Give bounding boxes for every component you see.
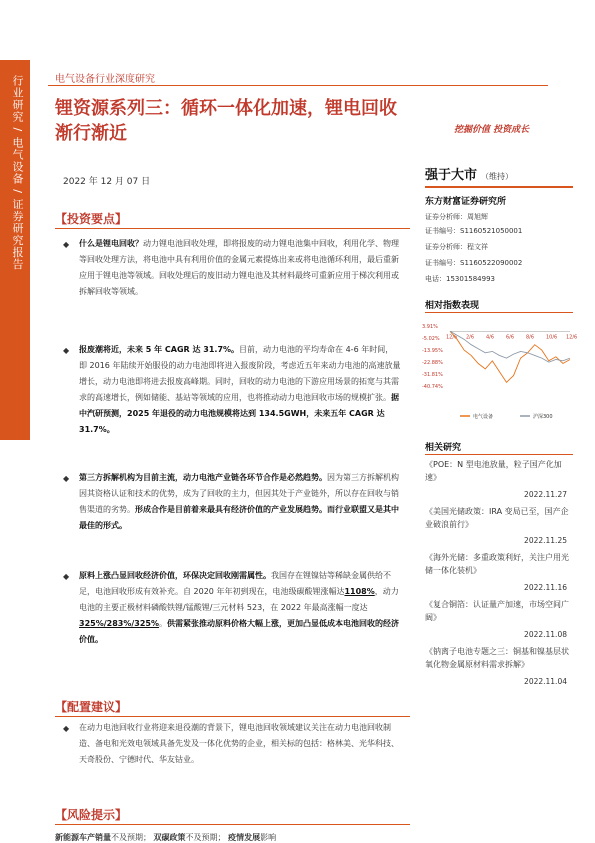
- cert-1: 证书编号：S1160521050001: [425, 227, 523, 235]
- related-item-3[interactable]: 《海外光储：多重政策利好，关注户用光储一体化装机》: [425, 553, 569, 575]
- slogan: 挖掘价值 投资成长: [454, 125, 530, 135]
- highlight-3: [79, 470, 401, 534]
- highlight-4-tail: 供需紧张推动原料价格大幅上涨，更加凸显低成本电池回收的经济价值。: [79, 619, 399, 644]
- risk-item-2: 双碳政策: [153, 833, 186, 842]
- y-tick-label: -13.95%: [422, 348, 443, 354]
- risk-item-3: 疫情发展: [228, 833, 261, 842]
- y-tick-label: 3.91%: [422, 324, 438, 330]
- related-item-5[interactable]: 《钠离子电池专题之三：铜基和镍基层状氧化物金属原材料需求拆解》: [425, 647, 569, 669]
- related-date-2: 2022.11.25: [524, 536, 567, 545]
- bullet-4: ◆: [63, 572, 70, 581]
- highlight-3-tail: 形成合作是目前着来最具有经济价值的产业发展趋势。而行业联盟又是其中最佳的形式。: [79, 505, 399, 530]
- page-title: 锂资源系列三：循环一体化加速，锂电回收渐行渐近: [55, 98, 397, 144]
- index-rule: [425, 312, 573, 313]
- analyst-1: 证券分析师：周旭辉: [425, 213, 488, 221]
- sidebar: [0, 0, 30, 842]
- recommend-text: 在动力电池回收行业将迎来退役潮的背景下，锂电池回收领域建议关注在动力电池回收制造、备电和光效电领域具备先发及一体化优势的企业，相关标的包括：格林美、光华科技、天奇股份、宁德时代、华友钴业。: [79, 723, 399, 764]
- highlights-title: 【投资要点】: [55, 212, 128, 226]
- x-tick-label: 8/6: [526, 334, 535, 341]
- report-date: 2022 年 12 月 07 日: [63, 177, 151, 187]
- highlight-2-body: 目前，动力电池的平均寿命在 4-6 年时间，即 2016 年陆续开始服役的动力电池即将进入报废阶段，考虑近五年来动力电池的高速放量增长，动力电池即将进去报废高峰期。同时，回收的动力电池的下游应用场景的拓宽与其需求的高速增长，例如储能、基站等领域的应用，也将推动动力电池回收市场的规模扩张。: [79, 345, 401, 402]
- legend-label-1: 电气设备: [473, 414, 494, 420]
- header-rule: [48, 85, 548, 86]
- bullet-1: ◆: [63, 240, 70, 249]
- highlight-2-lead: 报废潮将近，未来 5 年 CAGR 达 31.7%。: [79, 345, 240, 354]
- related-item-4[interactable]: 《复合铜箔：认证量产加速，市场空间广阔》: [425, 600, 569, 622]
- highlight-3-lead: 第三方拆解机构为目前主流，动力电池产业链各环节合作是必然趋势。: [79, 473, 327, 482]
- org-name: 东方财富证券研究所: [425, 197, 507, 207]
- analyst-2: 证券分析师：程文祥: [425, 243, 488, 251]
- risk-title: 【风险提示】: [55, 808, 128, 822]
- highlight-4: [79, 568, 401, 648]
- bullet-3: ◆: [63, 474, 70, 483]
- highlight-4-value-1: 1108%: [344, 587, 375, 596]
- y-tick-label: -31.81%: [422, 372, 443, 378]
- legend-label-2: 沪深300: [533, 414, 553, 420]
- rating-rule: [425, 186, 573, 188]
- highlight-4-lead: 原料上涨凸显回收经济价值，环保决定回收刚需属性。: [79, 571, 271, 580]
- index-title: 相对指数表现: [425, 301, 480, 311]
- relative-index-chart: [420, 316, 578, 436]
- related-date-4: 2022.11.08: [524, 630, 567, 639]
- highlight-1-lead: 什么是锂电回收？: [79, 239, 143, 248]
- bullet-2: ◆: [63, 346, 70, 355]
- related-rule: [425, 454, 573, 455]
- highlight-4-body-a: 我国存在锂镍钴等稀缺金属供给不足，电池回收形成有效补充。自 2020 年年初到现在，电池级碳酸锂涨幅达: [79, 571, 391, 596]
- y-tick-label: -40.74%: [422, 384, 443, 390]
- cert-2: 证书编号：S1160522090002: [425, 259, 523, 267]
- phone: 电话：15301584993: [425, 275, 495, 283]
- risk-item-1: 新能源车产销量: [55, 833, 111, 842]
- highlight-4-body-c: 。: [159, 619, 167, 628]
- highlight-3-body: 因为第三方拆解机构因其资格认证和技术的优势，成为了回收的主力，但因其处于产业链外，所以存在回收与销售渠道的劣势。: [79, 473, 399, 514]
- highlight-1: [79, 236, 401, 300]
- rating: [425, 164, 575, 183]
- risk-rule: [55, 824, 410, 825]
- related-date-1: 2022.11.27: [524, 490, 567, 499]
- y-tick-label: -22.88%: [422, 360, 443, 366]
- rating-label: 强于大市: [425, 168, 478, 183]
- highlight-4-body-b: ，动力电池的主要正极材料磷酸铁锂/锰酸锂/三元材料 523，在 2022 年最高涨幅一度达: [79, 587, 399, 612]
- x-tick-label: 6/6: [506, 334, 515, 341]
- x-tick-label: 12/6: [446, 334, 458, 341]
- report-type: 电气设备行业深度研究: [55, 74, 155, 85]
- y-tick-label: -5.02%: [422, 336, 440, 342]
- recommend-rule: [55, 716, 410, 717]
- related-date-3: 2022.11.16: [524, 583, 567, 592]
- bullet-5: ◆: [63, 724, 70, 733]
- highlight-4-value-2: 325%/283%/325%: [79, 619, 159, 628]
- x-tick-label: 2/6: [466, 334, 475, 341]
- related-item-2[interactable]: 《美国光储政策：IRA 变局已至，国产企业破浪前行》: [425, 507, 569, 529]
- risk-item-3-note: 影响: [260, 833, 277, 842]
- highlights-rule: [55, 228, 410, 229]
- highlight-2: [79, 342, 401, 438]
- risk-item-2-note: 不及预期；: [185, 833, 226, 842]
- x-tick-label: 4/6: [486, 334, 495, 341]
- risk-text: [55, 832, 276, 843]
- highlight-1-body: 动力锂电池回收处理，即将报废的动力锂电池集中回收，利用化学、物理等回收处理方法，将电池中具有利用价值的金属元素提炼出来或将电池循环利用，最后重新应用于锂电池等领域。回收处理后的废旧动力锂电池及其材料最终可重新应用于梯次利用或拆解回收等领域。: [79, 239, 399, 296]
- related-date-5: 2022.11.04: [524, 677, 567, 686]
- recommend-title: 【配置建议】: [55, 700, 128, 714]
- related-title: 相关研究: [425, 443, 462, 453]
- risk-item-1-note: 不及预期；: [111, 833, 151, 842]
- highlight-2-tail: 据中汽研预测，2025 年退役的动力电池规模将达到 134.5GWH，未来五年 CAGR 达 31.7%。: [79, 393, 399, 434]
- sidebar-label: 行业研究 / 电气设备 / 证券研究报告: [11, 75, 24, 271]
- related-item-1[interactable]: 《POE：N 型电池放量，粒子国产化加速》: [425, 460, 562, 482]
- rating-status: （维持）: [481, 172, 514, 181]
- x-tick-label: 12/6: [566, 334, 578, 341]
- x-tick-label: 10/6: [546, 334, 558, 341]
